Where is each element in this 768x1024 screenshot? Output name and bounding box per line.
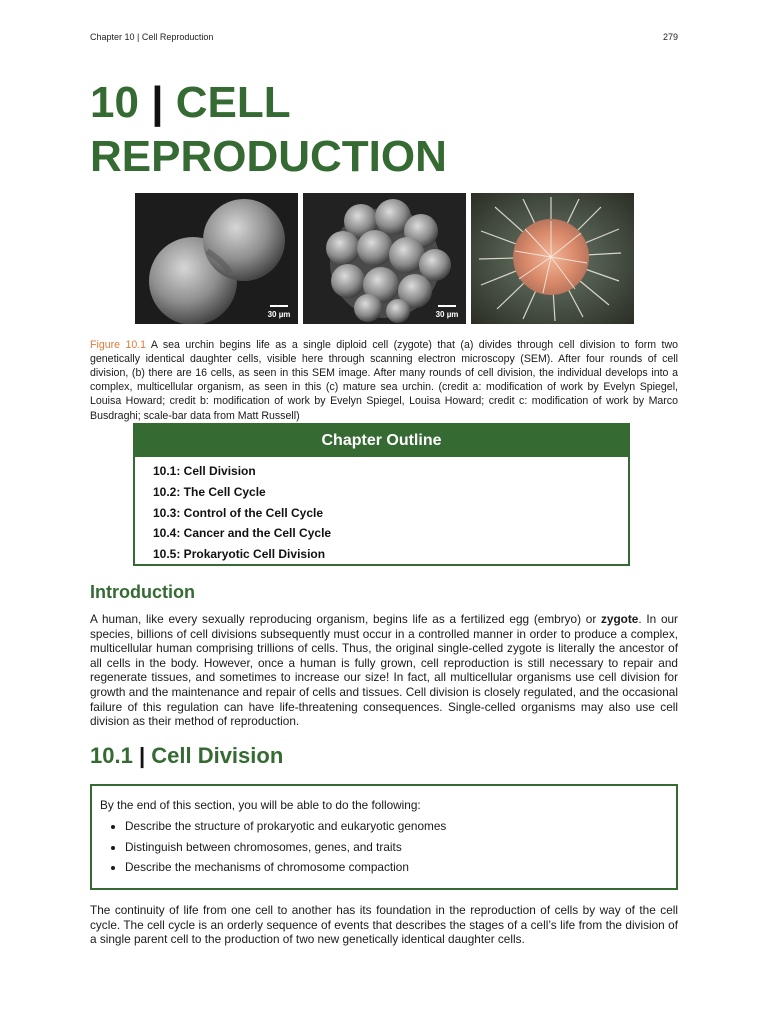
intro-bold-term: zygote (600, 612, 639, 626)
chapter-outline-box (133, 423, 630, 566)
chapter-title-line1: CELL (175, 78, 291, 127)
intro-text-after: . In our species, billions of cell divisions subsequently must occur in a controlled manner in order to produce a complex, multicellular human comprising trillions of cells. Thus, the original single-celled zygote is literally the ancestor of all cells in the body. However, once a human is fully grown, cell reproduction is still necessary to repair and regenerate tissues, and sometimes to increase our size! In fact, all multicellular organisms use cell division for growth and the maintenance and repair of cells and tissues. Cell division is closely regulated, and the occasional failure of this regulation can have life-threatening consequences. Single-celled organisms may also use cell division as their method of reproduction. (90, 612, 678, 729)
mature-sea-urchin-image (471, 193, 634, 324)
running-head-title: Chapter 10 | Cell Reproduction (90, 32, 214, 42)
section-separator: | (138, 743, 146, 768)
scale-bar-line (438, 305, 456, 307)
scale-bar-label-a: 30 µm (267, 310, 291, 319)
outline-item: 10.3: Control of the Cell Cycle (153, 505, 324, 520)
section-title: Cell Division (151, 743, 284, 768)
objectives-intro: By the end of this section, you will be able to do the following: (100, 798, 421, 812)
section-number: 10.1 (90, 743, 133, 768)
figure-caption-text: A sea urchin begins life as a single diploid cell (zygote) that (a) divides through cell division to form two genetically identical daughter cells, visible here through scanning electron microscopy (SEM). After four rounds of cell division, (b) there are 16 cells, as seen in this SEM image. After many rounds of cell division, the individual develops into a complex, multicellular organism, as seen in this (c) mature sea urchin. (credit a: modification of work by Evelyn Spiegel, Louisa Howard; credit b: modification of work by Evelyn Spiegel, Louisa Howard; credit c: modification of work by Marco Busdraghi; scale-bar data from Matt Russell) (90, 338, 679, 422)
learning-objectives-box (90, 784, 678, 890)
chapter-title-line2: REPRODUCTION (90, 132, 447, 181)
objective-item: • Describe the structure of prokaryotic and eukaryotic genomes (125, 816, 676, 837)
figure-label: Figure 10.1 (90, 338, 147, 351)
outline-item: 10.2: The Cell Cycle (153, 484, 266, 499)
outline-item: 10.5: Prokaryotic Cell Division (153, 547, 326, 562)
chapter-number: 10 (90, 78, 139, 127)
two-cell-stage-image (135, 193, 298, 324)
objective-item: • Distinguish between chromosomes, genes, and traits (125, 837, 676, 858)
objectives-list (100, 816, 676, 878)
chapter-separator: | (151, 78, 164, 127)
outline-item: 10.4: Cancer and the Cell Cycle (153, 526, 332, 541)
running-head (90, 32, 678, 42)
introduction-paragraph (90, 612, 678, 729)
objective-item: • Describe the mechanisms of chromosome compaction (125, 857, 676, 878)
page-number: 279 (662, 32, 678, 42)
introduction-heading: Introduction (90, 582, 195, 602)
chapter-outline-heading: Chapter Outline (135, 425, 628, 457)
scale-bar-label-b: 30 µm (435, 310, 459, 319)
sixteen-cell-stage-image (303, 193, 466, 324)
section-10-1-heading (90, 741, 678, 771)
intro-text-before: A human, like every sexually reproducing organism, begins life as a fertilized egg (embryo) or (90, 612, 601, 626)
chapter-outline-list (135, 457, 628, 565)
chapter-title (90, 76, 678, 184)
figure-10-1-images (135, 193, 635, 324)
scale-bar-line (270, 305, 288, 307)
outline-item: 10.1: Cell Division (153, 464, 256, 478)
section-10-1-paragraph: The continuity of life from one cell to another has its foundation in the reproduction of cells by way of the cell cycle. The cell cycle is an orderly sequence of events that describes the stages of a cell’s life from the division of a single parent cell to the production of two new genetically identical daughter cells. (90, 903, 678, 947)
figure-caption (90, 338, 678, 423)
